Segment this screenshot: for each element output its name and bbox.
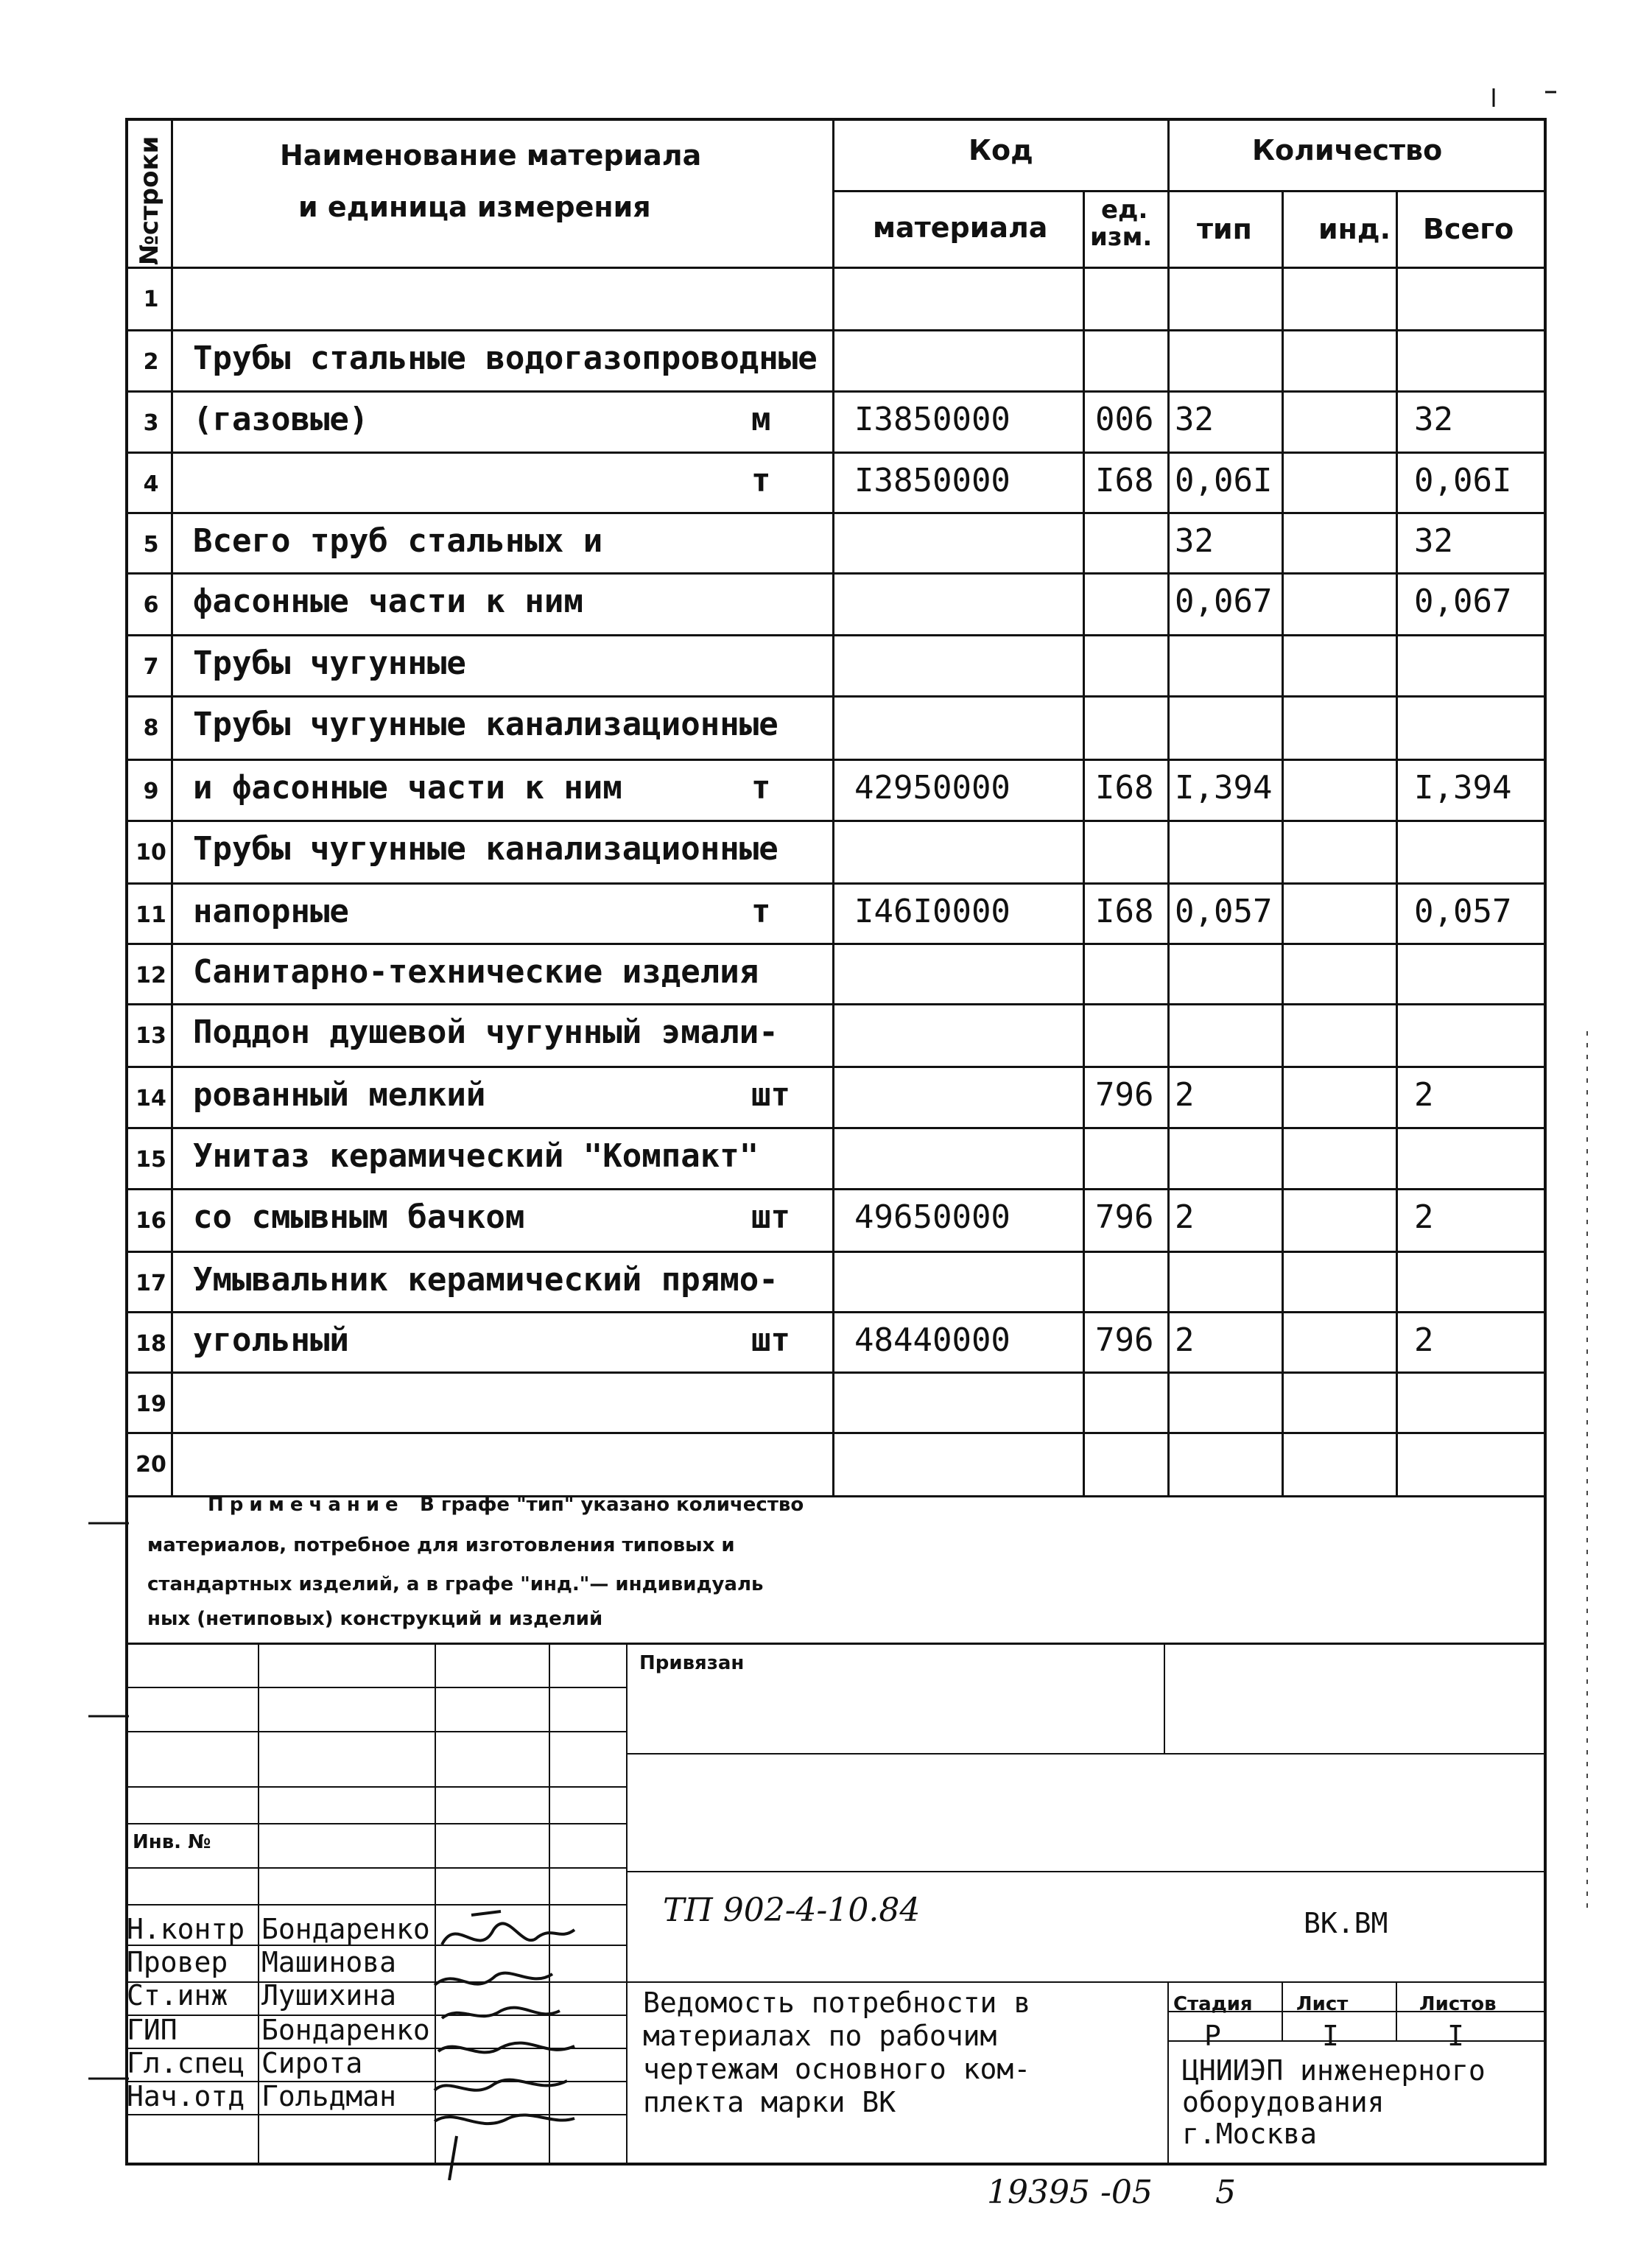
row-14-uc: 796 [1095, 1076, 1154, 1114]
row-18-type: 2 [1175, 1321, 1195, 1359]
signatory-role: Нач.отд [127, 2080, 245, 2112]
row-16-total: 2 [1414, 1198, 1434, 1236]
row-3-n: 3 [143, 410, 159, 436]
row-5-name: Всего труб стальных и [193, 522, 603, 560]
row-7-name: Трубы чугунные [193, 644, 466, 682]
row-17-n: 17 [136, 1271, 166, 1296]
org-line3: г.Москва [1182, 2118, 1318, 2150]
row-9-name: и фасонные части к ним [193, 769, 622, 807]
row-2-name: Трубы стальные водогазопроводные [193, 340, 818, 377]
row-3-uc: 006 [1095, 401, 1154, 438]
row-number-header: №строки [135, 136, 164, 265]
doc-title-line3: чертежам основного ком- [643, 2053, 1031, 2085]
row-10-name: Трубы чугунные канализационные [193, 830, 778, 868]
row-13-n: 13 [136, 1023, 166, 1049]
archive-number: 19395 -05 [987, 2174, 1153, 2211]
signatory-name: Гольдман [261, 2080, 397, 2112]
row-11-unit: т [751, 893, 771, 930]
row-3-type: 32 [1175, 401, 1214, 438]
signatory-name: Бондаренко [261, 2014, 430, 2046]
row-11-uc: I68 [1095, 893, 1154, 930]
doc-title-line1: Ведомость потребности в [643, 1987, 1031, 2019]
row-6-n: 6 [143, 592, 159, 618]
row-3-unit: м [751, 401, 771, 438]
qty-type-header: тип [1197, 213, 1252, 245]
signatory-role: Провер [127, 1946, 228, 1978]
row-19-n: 19 [136, 1391, 166, 1417]
row-5-total: 32 [1414, 522, 1453, 560]
stage-value: Р [1204, 2020, 1221, 2052]
row-9-uc: I68 [1095, 769, 1154, 807]
row-12-n: 12 [136, 963, 166, 988]
row-1-n: 1 [143, 287, 159, 312]
row-16-code: 49650000 [854, 1198, 1010, 1236]
code-header: Код [969, 134, 1033, 166]
signatory-role: Н.контр [127, 1913, 245, 1945]
sheets-label: Листов [1419, 1993, 1497, 2015]
row-13-name: Поддон душевой чугунный эмали- [193, 1014, 778, 1051]
row-3-code: I3850000 [854, 401, 1010, 438]
org-line2: оборудования [1182, 2086, 1385, 2118]
row-14-unit: шт [751, 1076, 790, 1114]
signatory-name: Бондаренко [261, 1913, 430, 1945]
row-5-n: 5 [143, 532, 159, 558]
qty-ind-header: инд. [1318, 213, 1391, 245]
row-18-uc: 796 [1095, 1321, 1154, 1359]
org-line1: ЦНИИЭП инженерного [1182, 2054, 1486, 2087]
row-8-n: 8 [143, 715, 159, 741]
row-6-name: фасонные части к ним [193, 583, 583, 620]
signatory-role: Гл.спец [127, 2047, 245, 2079]
row-6-type: 0,067 [1175, 583, 1273, 620]
row-17-name: Умывальник керамический прямо- [193, 1261, 778, 1299]
name-header-line1: Наименование материала [280, 139, 702, 172]
row-6-total: 0,067 [1414, 583, 1512, 620]
row-11-type: 0,057 [1175, 893, 1273, 930]
signatory-name: Лушихина [261, 1979, 397, 2012]
row-18-unit: шт [751, 1321, 790, 1359]
row-4-code: I3850000 [854, 462, 1010, 499]
row-11-code: I46I0000 [854, 893, 1010, 930]
row-16-name: со смывным бачком [193, 1198, 525, 1236]
signatory-name: Машинова [261, 1946, 397, 1978]
page-number: 5 [1215, 2174, 1236, 2211]
row-16-type: 2 [1175, 1198, 1195, 1236]
row-11-total: 0,057 [1414, 893, 1512, 930]
signatory-name: Сирота [261, 2047, 363, 2079]
row-14-total: 2 [1414, 1076, 1434, 1114]
row-3-name: (газовые) [193, 401, 369, 438]
note-label: Примечание [208, 1494, 404, 1516]
row-14-type: 2 [1175, 1076, 1195, 1114]
privyazan-label: Привязан [639, 1652, 745, 1674]
row-15-name: Унитаз керамический "Компакт" [193, 1137, 759, 1175]
sheet-label: Лист [1296, 1993, 1349, 2015]
row-4-total: 0,06I [1414, 462, 1512, 499]
signatory-role: Ст.инж [127, 1979, 228, 2012]
doc-title-line2: материалах по рабочим [643, 2020, 997, 2052]
row-18-total: 2 [1414, 1321, 1434, 1359]
quantity-header: Количество [1252, 134, 1443, 166]
row-3-total: 32 [1414, 401, 1453, 438]
row-4-n: 4 [143, 471, 159, 497]
row-8-name: Трубы чугунные канализационные [193, 706, 778, 743]
row-7-n: 7 [143, 654, 159, 680]
doc-code: ТП 902-4-10.84 [663, 1892, 921, 1929]
row-14-n: 14 [136, 1086, 166, 1111]
sheets-value: I [1447, 2020, 1464, 2052]
signatory-role: ГИП [127, 2014, 177, 2046]
row-9-unit: т [751, 769, 771, 807]
name-header-line2: и единица измерения [298, 191, 651, 223]
stage-label: Стадия [1173, 1993, 1253, 2015]
row-10-n: 10 [136, 840, 166, 865]
row-2-n: 2 [143, 349, 159, 375]
note-line4: ных (нетиповых) конструкций и изделий [147, 1608, 603, 1630]
row-16-uc: 796 [1095, 1198, 1154, 1236]
row-9-total: I,394 [1414, 769, 1512, 807]
inv-no-label: Инв. № [133, 1831, 211, 1853]
row-4-type: 0,06I [1175, 462, 1273, 499]
code-unit-header-1: ед. [1101, 195, 1148, 225]
note-line1: В графе "тип" указано количество [420, 1494, 804, 1516]
sheet-value: I [1322, 2020, 1339, 2052]
qty-total-header: Всего [1423, 213, 1514, 245]
row-12-name: Санитарно-технические изделия [193, 953, 759, 991]
note-line2: материалов, потребное для изготовления типовых и [147, 1534, 735, 1556]
row-4-unit: т [751, 462, 771, 499]
row-9-type: I,394 [1175, 769, 1273, 807]
row-11-n: 11 [136, 902, 166, 928]
doc-title-line4: плекта марки ВК [643, 2086, 896, 2118]
row-15-n: 15 [136, 1147, 166, 1173]
row-20-n: 20 [136, 1452, 166, 1478]
row-9-code: 42950000 [854, 769, 1010, 807]
code-material-header: материала [873, 211, 1048, 244]
row-14-name: рованный мелкий [193, 1076, 486, 1114]
row-18-n: 18 [136, 1331, 166, 1357]
row-5-type: 32 [1175, 522, 1214, 560]
row-16-n: 16 [136, 1208, 166, 1234]
row-16-unit: шт [751, 1198, 790, 1236]
row-18-code: 48440000 [854, 1321, 1010, 1359]
row-9-n: 9 [143, 779, 159, 804]
doc-mark: ВК.ВМ [1304, 1907, 1388, 1939]
note-line3: стандартных изделий, а в графе "инд."— индивидуаль [147, 1573, 764, 1595]
row-11-name: напорные [193, 893, 349, 930]
code-unit-header-2: изм. [1090, 222, 1153, 252]
row-18-name: угольный [193, 1321, 349, 1359]
row-4-uc: I68 [1095, 462, 1154, 499]
